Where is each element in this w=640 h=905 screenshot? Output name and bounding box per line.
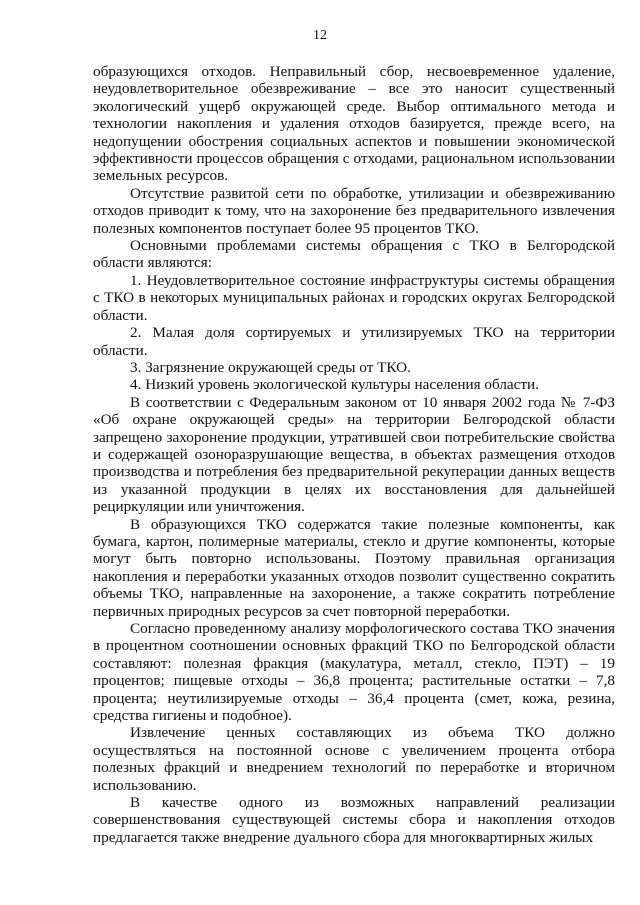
- list-item: 2. Малая доля сортируемых и утилизируемых ТКО на территории области.: [93, 324, 615, 359]
- list-item: 3. Загрязнение окружающей среды от ТКО.: [130, 358, 411, 376]
- list-item: 4. Низкий уровень экологической культуры населения области.: [130, 376, 539, 394]
- paragraph: Отсутствие развитой сети по обработке, утилизации и обезвреживанию отходов приводит к тому, что на захоронение без предварительного извлечения полезных компонентов поступает более 95 процентов ТКО.: [93, 184, 615, 237]
- paragraph: В качестве одного из возможных направлений реализации совершенствования существующей системы сбора и накопления отходов предлагается также внедрение дуального сбора для многоквартирных жилых: [93, 794, 615, 846]
- paragraph: Основными проблемами системы обращения с ТКО в Белгородской области являются:: [93, 237, 615, 272]
- paragraph: В образующихся ТКО содержатся такие полезные компоненты, как бумага, картон, полимерные материалы, стекло и другие компоненты, которые могут быть повторно использованы. Поэтому правильная организация накопления и переработки указанных отходов позволит существенно сократить объемы ТКО, направленные на захоронение, а также сократить потребление первичных природных ресурсов за счет повторной переработки.: [93, 515, 615, 620]
- list-item: 1. Неудовлетворительное состояние инфраструктуры системы обращения с ТКО в некоторых муниципальных районах и городских округах Белгородской области.: [93, 271, 615, 324]
- paragraph: Согласно проведенному анализу морфологического состава ТКО значения в процентном соотношении основных фракций ТКО по Белгородской области составляют: полезная фракция (макулатура, металл, стекло, ПЭТ) – 19 процентов; пищевые отходы – 36,8 процента; растительные остатки – 7,8 процента; неутилизируемые отходы – 36,4 процента (смет, кожа, резина, средства гигиены и подобное).: [93, 620, 615, 725]
- paragraph: В соответствии с Федеральным законом от 10 января 2002 года № 7-ФЗ «Об охране окружающей среды» на территории Белгородской области запрещено захоронение продукции, утратившей свои потребительские свойства и содержащей озоноразрушающие вещества, в объектах размещения отходов производства и потребления без предварительной рекуперации данных веществ из указанной продукции в целях их восстановления для дальнейшей рециркуляции или уничтожения.: [93, 393, 615, 516]
- paragraph: образующихся отходов. Неправильный сбор, несвоевременное удаление, неудовлетворительное обезвреживание – все это наносит существенный экологический ущерб окружающей среде. Выбор оптимального метода и технологии накопления и удаления отходов базируется, прежде всего, на недопущении обострения социальных аспектов и повышении экономической эффективности процессов обращения с отходами, рациональном использовании земельных ресурсов.: [93, 63, 615, 185]
- body-text: [93, 63, 615, 846]
- page-number: 12: [313, 28, 327, 43]
- paragraph: Извлечение ценных составляющих из объема ТКО должно осуществляться на постоянной основе с увеличением процента отбора полезных фракций и внедрением технологий по переработке и вторичном использованию.: [93, 724, 615, 794]
